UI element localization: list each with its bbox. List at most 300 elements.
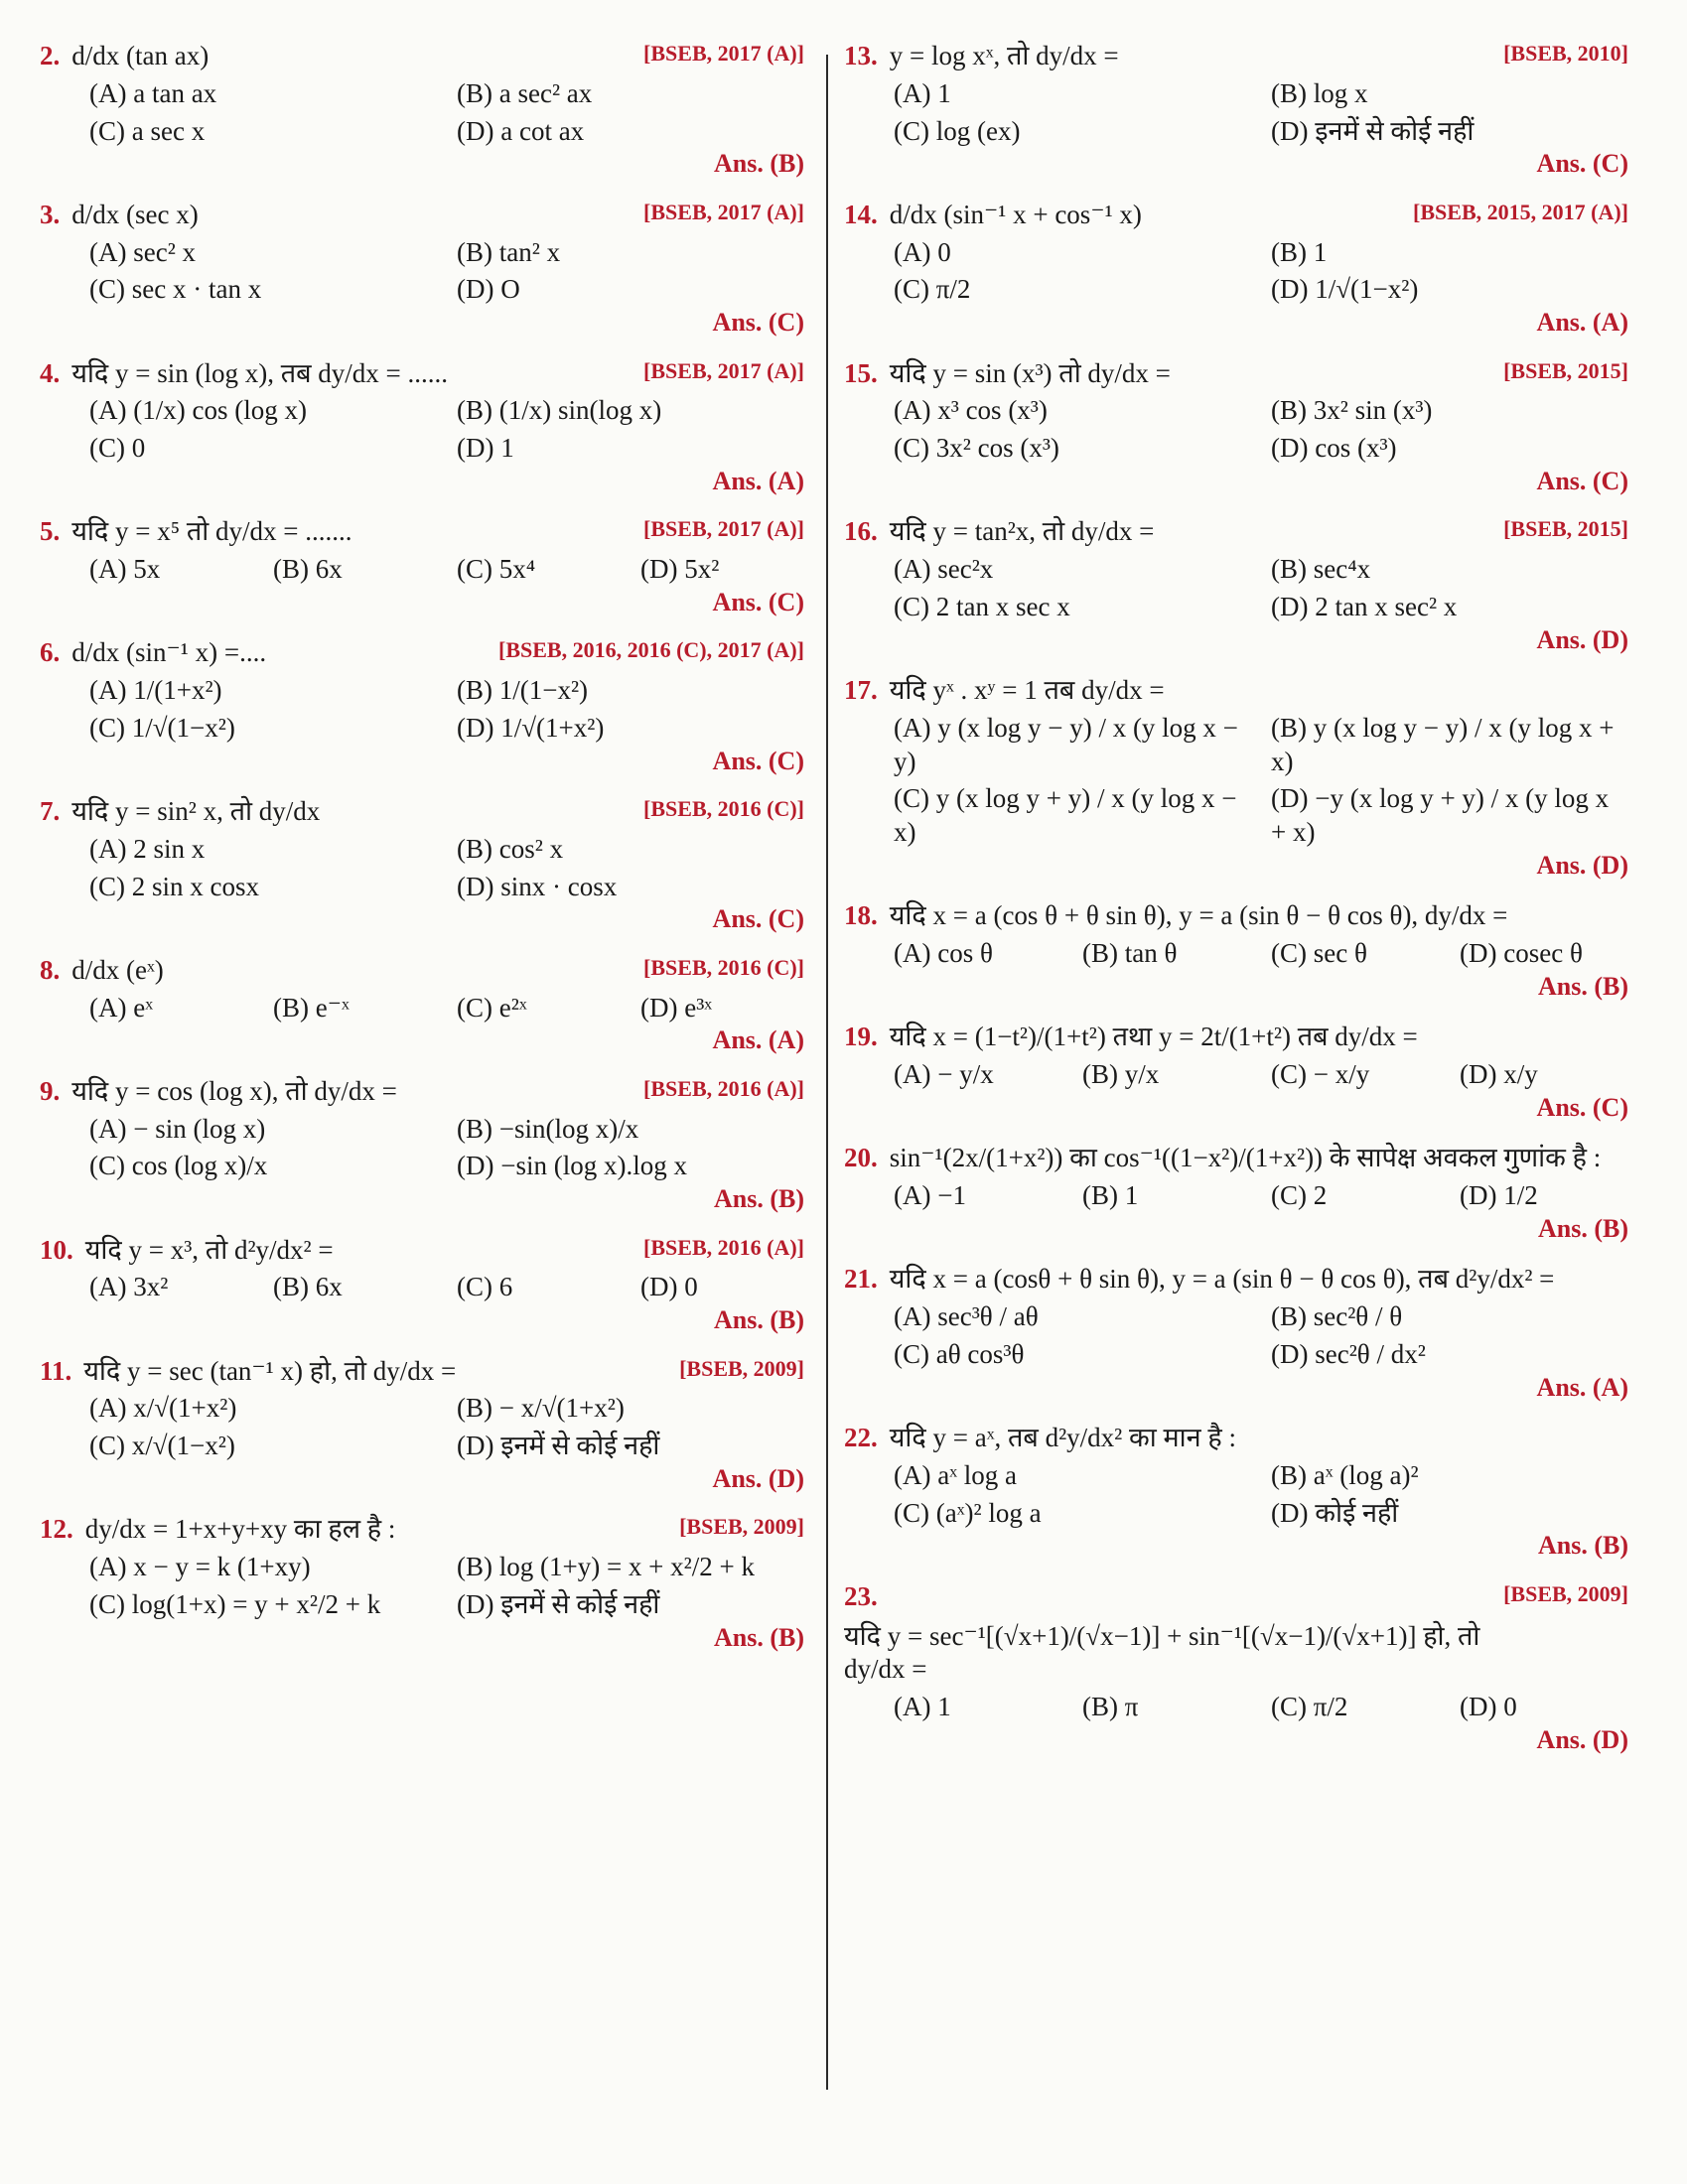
question-number: 13. — [844, 41, 878, 70]
question-stem — [844, 357, 1171, 391]
option — [89, 1271, 253, 1304]
option — [89, 553, 253, 587]
option-text: (A) a tan ax — [89, 77, 217, 108]
question-number: 9. — [40, 1075, 61, 1106]
option — [273, 1271, 437, 1304]
question-header — [40, 1075, 804, 1109]
question-header — [844, 357, 1628, 391]
option-text: (A) (1/x) cos (log x) — [89, 395, 307, 426]
question-text: dy/dx = 1+x+y+xy का हल है : — [84, 1514, 396, 1545]
option — [640, 1271, 804, 1304]
options — [894, 712, 1628, 850]
question-header — [844, 40, 1628, 73]
exam-source: [BSEB, 2017 (A)] — [643, 199, 804, 224]
exam-source: [BSEB, 2010] — [1503, 41, 1628, 66]
question-text: यदि y = x⁵ तो dy/dx = ....... — [71, 516, 352, 547]
answer: Ans. (D) — [1536, 850, 1628, 880]
option — [1082, 1179, 1251, 1213]
question — [844, 1263, 1628, 1404]
option — [457, 1392, 804, 1426]
answer: Ans. (C) — [712, 587, 804, 616]
options — [89, 992, 804, 1025]
option-text: (A) aˣ log a — [894, 1459, 1018, 1490]
question — [40, 1075, 804, 1216]
option — [89, 115, 437, 149]
options — [894, 1691, 1628, 1724]
option-text: (C) sec θ — [1271, 938, 1367, 968]
question-number: 12. — [40, 1514, 73, 1545]
option-text: (A) 3x² — [89, 1272, 169, 1302]
options — [89, 674, 804, 746]
question-stem — [40, 1075, 397, 1109]
option — [89, 1430, 437, 1463]
question-number: 3. — [40, 199, 61, 229]
question-stem — [40, 1513, 395, 1547]
option — [1082, 937, 1251, 971]
option — [457, 553, 621, 587]
answer: Ans. (A) — [1536, 308, 1628, 337]
question — [40, 954, 804, 1057]
exam-source: [BSEB, 2009] — [679, 1514, 804, 1540]
question — [40, 199, 804, 340]
option — [457, 712, 804, 746]
option-text: (B) 1 — [1271, 236, 1328, 267]
option — [894, 1058, 1062, 1092]
option-text: (B) − x/√(1+x²) — [457, 1393, 625, 1424]
option — [89, 712, 437, 746]
option-text: (D) 1/2 — [1460, 1180, 1538, 1210]
question-text: यदि y = sec⁻¹[(√x+1)/(√x−1)] + sin⁻¹[(√x−1)/(√x+1)] हो, तो dy/dx = — [844, 1620, 1480, 1685]
question — [844, 1142, 1628, 1245]
option-text: (B) cos² x — [457, 833, 564, 864]
question-header — [844, 1422, 1628, 1455]
option-text: (A) 2 sin x — [89, 833, 206, 864]
option-text: (B) log x — [1271, 77, 1368, 108]
question — [844, 199, 1628, 340]
question-number: 11. — [40, 1355, 72, 1386]
option-text: (D) −sin (log x).log x — [457, 1151, 687, 1181]
option-text: (B) y (x log y − y) / x (y log x + x) — [1271, 712, 1615, 776]
question-number: 16. — [844, 516, 878, 547]
exam-source: [BSEB, 2016 (A)] — [643, 1075, 804, 1101]
option — [457, 871, 804, 904]
option — [894, 394, 1251, 428]
question — [40, 1234, 804, 1337]
option — [894, 1691, 1062, 1724]
question — [40, 795, 804, 936]
option — [89, 833, 437, 867]
option — [1460, 1058, 1628, 1092]
options — [89, 1551, 804, 1622]
option — [89, 1150, 437, 1183]
question-header — [844, 1021, 1628, 1054]
option — [1460, 937, 1628, 971]
question — [844, 515, 1628, 656]
question-text: d/dx (eˣ) — [71, 954, 164, 985]
question-header — [40, 954, 804, 988]
exam-source: [BSEB, 2017 (A)] — [643, 516, 804, 542]
option-text: (B) log (1+y) = x + x²/2 + k — [457, 1552, 755, 1581]
option — [89, 1551, 437, 1584]
question — [40, 357, 804, 498]
option — [457, 1113, 804, 1147]
option — [89, 1392, 437, 1426]
option — [457, 115, 804, 149]
question-number: 8. — [40, 954, 61, 985]
option-text: (C) 2 tan x sec x — [894, 591, 1070, 621]
option-text: (B) 6x — [273, 554, 343, 584]
option — [1271, 553, 1628, 587]
option-text: (A) x/√(1+x²) — [89, 1393, 237, 1424]
option-text: (A) 1 — [894, 1692, 951, 1721]
option-text: (D) 1/√(1−x²) — [1271, 274, 1419, 305]
options — [894, 937, 1628, 971]
question-stem — [40, 1355, 456, 1389]
answer: Ans. (C) — [1536, 466, 1628, 495]
option — [89, 273, 437, 307]
question-header — [844, 515, 1628, 549]
option-text: (B) aˣ (log a)² — [1271, 1459, 1419, 1490]
answer: Ans. (D) — [1536, 624, 1628, 654]
options — [894, 236, 1628, 308]
option-text: (B) 1/(1−x²) — [457, 675, 589, 705]
answer: Ans. (B) — [713, 1622, 804, 1652]
question-stem — [844, 1021, 1418, 1054]
options — [894, 1300, 1628, 1372]
option — [1271, 1338, 1628, 1372]
question-text: यदि x = a (cosθ + θ sin θ), y = a (sin θ − θ cos θ), तब d²y/dx² = — [889, 1264, 1555, 1295]
option-text: (D) O — [457, 274, 520, 305]
options — [89, 1392, 804, 1463]
option-text: (B) sec²θ / θ — [1271, 1301, 1403, 1331]
option-text: (D) 5x² — [640, 554, 720, 584]
question-text: d/dx (sin⁻¹ x) =.... — [71, 637, 267, 668]
question-stem — [40, 636, 266, 670]
option — [457, 992, 621, 1025]
option — [89, 236, 437, 270]
question-text: यदि x = a (cos θ + θ sin θ), y = a (sin θ − θ cos θ), dy/dx = — [889, 900, 1508, 931]
option — [89, 992, 253, 1025]
right-column — [844, 40, 1628, 1774]
question-header — [40, 1513, 804, 1547]
option-text: (C) e²ˣ — [457, 992, 527, 1023]
question-number: 4. — [40, 357, 61, 388]
option — [89, 1113, 437, 1147]
answer: Ans. (C) — [712, 904, 804, 934]
answer: Ans. (D) — [1536, 1724, 1628, 1754]
option-text: (B) 1 — [1082, 1180, 1139, 1210]
option — [457, 394, 804, 428]
option — [457, 77, 804, 111]
question-header — [844, 899, 1628, 933]
option — [640, 992, 804, 1025]
question-stem — [40, 954, 164, 988]
question-header — [844, 199, 1628, 232]
option-text: (D) 1/√(1+x²) — [457, 712, 605, 743]
option — [1271, 1300, 1628, 1334]
option-text: (A) sec²x — [894, 554, 994, 584]
option-text: (B) (1/x) sin(log x) — [457, 395, 662, 426]
answer: Ans. (B) — [713, 1305, 804, 1334]
option-text: (C) 1/√(1−x²) — [89, 712, 235, 743]
option-text: (C) a sec x — [89, 115, 206, 146]
question-number: 6. — [40, 637, 61, 668]
answer: Ans. (B) — [1537, 971, 1628, 1001]
left-column — [40, 40, 804, 1672]
question-text: यदि y = sin² x, तो dy/dx — [71, 796, 321, 826]
option — [894, 591, 1251, 624]
option — [1271, 394, 1628, 428]
option — [894, 937, 1062, 971]
question-text: d/dx (sin⁻¹ x + cos⁻¹ x) — [889, 199, 1142, 229]
option — [89, 432, 437, 466]
option-text: (B) −sin(log x)/x — [457, 1113, 639, 1144]
question-stem — [40, 515, 352, 549]
option-text: (A) y (x log y − y) / x (y log x − y) — [894, 712, 1238, 776]
option-text: (C) 3x² cos (x³) — [894, 433, 1059, 463]
option-text: (A) cos θ — [894, 938, 993, 968]
option — [894, 553, 1251, 587]
option — [1271, 77, 1628, 111]
option — [894, 782, 1251, 850]
option — [894, 1338, 1251, 1372]
option-text: (B) a sec² ax — [457, 77, 593, 108]
option-text: (D) 1 — [457, 433, 514, 463]
option-text: (A) eˣ — [89, 992, 154, 1023]
option — [640, 553, 804, 587]
question-header — [40, 1355, 804, 1389]
question-number: 14. — [844, 199, 878, 229]
options — [894, 394, 1628, 466]
question-stem — [40, 199, 199, 232]
option-text: (D) इनमें से कोई नहीं — [1271, 115, 1475, 146]
option-text: (D) sinx · cosx — [457, 871, 618, 901]
option-text: (C) π/2 — [1271, 1692, 1348, 1721]
option-text: (B) tan θ — [1082, 938, 1178, 968]
option — [894, 273, 1251, 307]
option-text: (B) e⁻ˣ — [273, 992, 350, 1023]
option-text: (C) x/√(1−x²) — [89, 1431, 235, 1460]
question — [40, 636, 804, 777]
question-text: sin⁻¹(2x/(1+x²)) का cos⁻¹((1−x²)/(1+x²)) के सापेक्ष अवकल गुणांक है : — [889, 1143, 1602, 1173]
question — [844, 40, 1628, 181]
question-header — [844, 674, 1628, 708]
option — [457, 236, 804, 270]
option-text: (D) sec²θ / dx² — [1271, 1338, 1426, 1369]
option — [894, 1179, 1062, 1213]
option — [273, 553, 437, 587]
option-text: (A) x³ cos (x³) — [894, 395, 1048, 426]
options — [89, 553, 804, 587]
exam-source: [BSEB, 2016 (C)] — [643, 796, 804, 821]
option-text: (C) sec x · tan x — [89, 274, 262, 305]
option-text: (A) − y/x — [894, 1059, 994, 1089]
answer: Ans. (A) — [1536, 1372, 1628, 1402]
options — [894, 77, 1628, 149]
option-text: (C) log(1+x) = y + x²/2 + k — [89, 1588, 381, 1619]
option — [1271, 1179, 1440, 1213]
answer: Ans. (C) — [712, 746, 804, 775]
option-text: (C) − x/y — [1271, 1059, 1370, 1089]
option-text: (B) 3x² sin (x³) — [1271, 395, 1433, 426]
option-text: (B) π — [1082, 1692, 1139, 1721]
option-text: (B) y/x — [1082, 1059, 1160, 1089]
option — [457, 273, 804, 307]
option-text: (C) 6 — [457, 1272, 513, 1302]
option — [1271, 273, 1628, 307]
exam-source: [BSEB, 2015] — [1503, 357, 1628, 383]
question — [844, 899, 1628, 1003]
question-text: d/dx (sec x) — [71, 199, 199, 229]
question — [40, 1355, 804, 1496]
question-stem — [844, 1142, 1601, 1175]
question-stem — [844, 1263, 1554, 1297]
option-text: (C) aθ cos³θ — [894, 1338, 1025, 1369]
question — [844, 357, 1628, 498]
question-number: 21. — [844, 1264, 878, 1295]
option — [894, 236, 1251, 270]
question-stem — [40, 40, 209, 73]
option-text: (D) a cot ax — [457, 115, 585, 146]
option — [1271, 1497, 1628, 1531]
exam-source: [BSEB, 2017 (A)] — [643, 41, 804, 66]
option-text: (A) 1/(1+x²) — [89, 675, 222, 705]
option — [894, 1497, 1251, 1531]
option — [89, 1588, 437, 1622]
option — [1271, 115, 1628, 149]
option — [457, 833, 804, 867]
question-stem — [844, 40, 1119, 73]
question-number: 18. — [844, 900, 878, 931]
question-number: 5. — [40, 516, 61, 547]
question-stem — [844, 515, 1154, 549]
option — [1082, 1058, 1251, 1092]
option-text: (D) इनमें से कोई नहीं — [457, 1588, 660, 1619]
option — [894, 1459, 1251, 1493]
option-text: (A) 1 — [894, 77, 951, 108]
option-text: (D) e³ˣ — [640, 992, 713, 1023]
question-number: 15. — [844, 357, 878, 388]
option — [89, 871, 437, 904]
question-header — [844, 1580, 1628, 1687]
option — [1271, 591, 1628, 624]
answer: Ans. (B) — [1537, 1213, 1628, 1243]
option-text: (D) 0 — [1460, 1692, 1517, 1721]
question — [40, 40, 804, 181]
exam-source: [BSEB, 2009] — [679, 1355, 804, 1381]
option-text: (C) y (x log y + y) / x (y log x − x) — [894, 783, 1237, 847]
option-text: (C) log (ex) — [894, 115, 1021, 146]
option — [457, 1588, 804, 1622]
options — [89, 1271, 804, 1304]
question — [844, 1580, 1628, 1757]
option-text: (A) −1 — [894, 1180, 966, 1210]
question-text: यदि y = sec (tan⁻¹ x) हो, तो dy/dx = — [83, 1355, 457, 1386]
question-number: 17. — [844, 675, 878, 705]
question-text: यदि y = sin (log x), तब dy/dx = ...... — [71, 357, 448, 388]
exam-source: [BSEB, 2015, 2017 (A)] — [1413, 199, 1628, 224]
question-stem — [40, 795, 320, 829]
options — [894, 553, 1628, 624]
question-text: यदि y = x³, तो d²y/dx² = — [84, 1234, 334, 1265]
question-header — [40, 1234, 804, 1268]
answer: Ans. (C) — [1536, 1092, 1628, 1122]
option — [457, 674, 804, 708]
option-text: (D) cos (x³) — [1271, 433, 1397, 463]
question-text: d/dx (tan ax) — [71, 41, 210, 70]
option-text: (B) 6x — [273, 1272, 343, 1302]
option-text: (A) − sin (log x) — [89, 1113, 266, 1144]
question-text: यदि x = (1−t²)/(1+t²) तथा y = 2t/(1+t²) तब dy/dx = — [889, 1022, 1418, 1052]
options — [89, 394, 804, 466]
option — [457, 1430, 804, 1463]
option-text: (B) sec⁴x — [1271, 554, 1371, 584]
answer: Ans. (A) — [712, 1025, 804, 1055]
option-text: (A) sec² x — [89, 236, 197, 267]
answer: Ans. (A) — [712, 466, 804, 495]
options — [89, 833, 804, 904]
question-number: 20. — [844, 1143, 878, 1173]
question-header — [40, 199, 804, 232]
option-text: (D) इनमें से कोई नहीं — [457, 1431, 660, 1460]
question-number: 22. — [844, 1423, 878, 1452]
option-text: (C) 0 — [89, 433, 146, 463]
option-text: (C) 2 sin x cosx — [89, 871, 259, 901]
option-text: (D) −y (x log y + y) / x (y log x + x) — [1271, 783, 1610, 847]
option — [1271, 236, 1628, 270]
question-header — [40, 636, 804, 670]
option — [1271, 1058, 1440, 1092]
question-stem — [844, 899, 1507, 933]
question-text: यदि yˣ . xʸ = 1 तब dy/dx = — [889, 675, 1165, 705]
exam-source: [BSEB, 2009] — [1503, 1580, 1628, 1606]
question-header — [40, 515, 804, 549]
option-text: (D) cosec θ — [1460, 938, 1583, 968]
exam-source: [BSEB, 2015] — [1503, 516, 1628, 542]
question-header — [40, 795, 804, 829]
question-header — [844, 1142, 1628, 1175]
option-text: (D) कोई नहीं — [1271, 1497, 1399, 1528]
exam-source: [BSEB, 2016, 2016 (C), 2017 (A)] — [498, 637, 804, 663]
options — [894, 1058, 1628, 1092]
option — [894, 712, 1251, 779]
option — [457, 432, 804, 466]
options — [89, 236, 804, 308]
option — [894, 1300, 1251, 1334]
question — [844, 1422, 1628, 1563]
question-text: यदि y = cos (log x), तो dy/dx = — [71, 1075, 397, 1106]
option-text: (C) 2 — [1271, 1180, 1328, 1210]
option — [1271, 937, 1440, 971]
answer: Ans. (B) — [713, 1184, 804, 1213]
question-stem — [40, 357, 448, 391]
answer: Ans. (C) — [712, 308, 804, 337]
answer: Ans. (B) — [713, 149, 804, 179]
question-text: y = log xˣ, तो dy/dx = — [889, 41, 1119, 70]
option-text: (D) x/y — [1460, 1059, 1538, 1089]
option — [457, 1551, 804, 1584]
option-text: (C) (aˣ)² log a — [894, 1497, 1042, 1528]
options — [894, 1179, 1628, 1213]
option-text: (D) 0 — [640, 1272, 698, 1302]
option — [1271, 1691, 1440, 1724]
option — [1460, 1691, 1628, 1724]
question-stem — [844, 1422, 1236, 1455]
answer: Ans. (C) — [1536, 149, 1628, 179]
option — [894, 432, 1251, 466]
question-stem — [844, 674, 1165, 708]
answer: Ans. (D) — [712, 1463, 804, 1493]
